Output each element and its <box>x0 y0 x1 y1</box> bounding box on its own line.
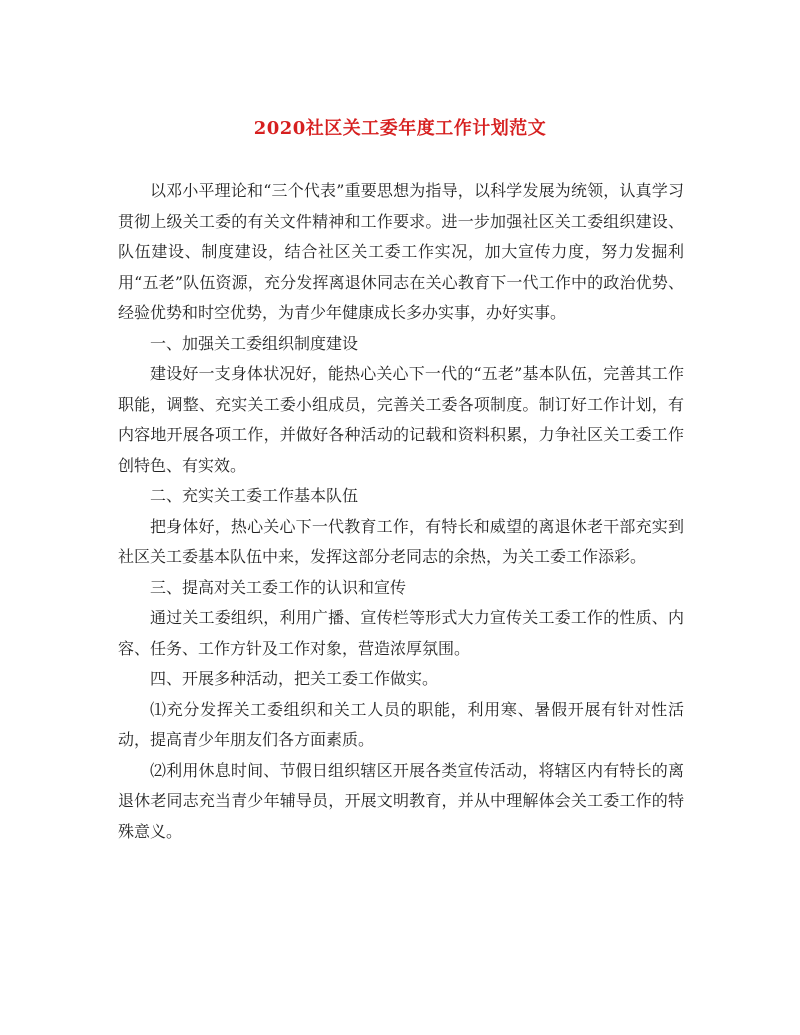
section-heading-2: 二、充实关工委工作基本队伍 <box>150 486 359 505</box>
intro-paragraph: 以邓小平理论和“三个代表”重要思想为指导，以科学发展为统领，认真学习贯彻上级关工委的有关文件精神和工作要求。进一步加强社区关工委组织建设、队伍建设、制度建设，结合社区关工委工作实况，加大宣传力度，努力发掘利用“五老”队伍资源，充分发挥离退休同志在关心教育下一代工作中的政治优势、经验优势和时空优势，为青少年健康成长多办实事，办好实事。 <box>118 181 684 322</box>
section-heading-1: 一、加强关工委组织制度建设 <box>150 333 359 353</box>
document-title: 2020社区关工委年度工作计划范文 <box>253 118 547 139</box>
document-body <box>118 176 684 847</box>
section-1-paragraph: 建设好一支身体状况好，能热心关心下一代的“五老”基本队伍，完善其工作职能，调整、充实关工委小组成员，完善关工委各项制度。制订好工作计划，有内容地开展各项工作，并做好各种活动的记载和资料积累，力争社区关工委工作创特色、有实效。 <box>118 364 684 475</box>
section-4-item-2: ⑵利用休息时间、节假日组织辖区开展各类宣传活动，将辖区内有特长的离退休老同志充当青少年辅导员，开展文明教育，并从中理解体会关工委工作的特殊意义。 <box>118 760 684 841</box>
section-heading-4: 四、开展多种活动，把关工委工作做实。 <box>150 669 439 688</box>
section-4-item-1: ⑴充分发挥关工委组织和关工人员的职能，利用寒、暑假开展有针对性活动，提高青少年朋友们各方面素质。 <box>118 699 684 749</box>
section-2-paragraph: 把身体好，热心关心下一代教育工作，有特长和威望的离退休老干部充实到社区关工委基本队伍中来，发挥这部分老同志的余热，为关工委工作添彩。 <box>118 516 684 566</box>
section-3-paragraph: 通过关工委组织，利用广播、宣传栏等形式大力宣传关工委工作的性质、内容、任务、工作方针及工作对象，营造浓厚氛围。 <box>118 608 684 658</box>
section-heading-3: 三、提高对关工委工作的认识和宣传 <box>150 577 407 597</box>
